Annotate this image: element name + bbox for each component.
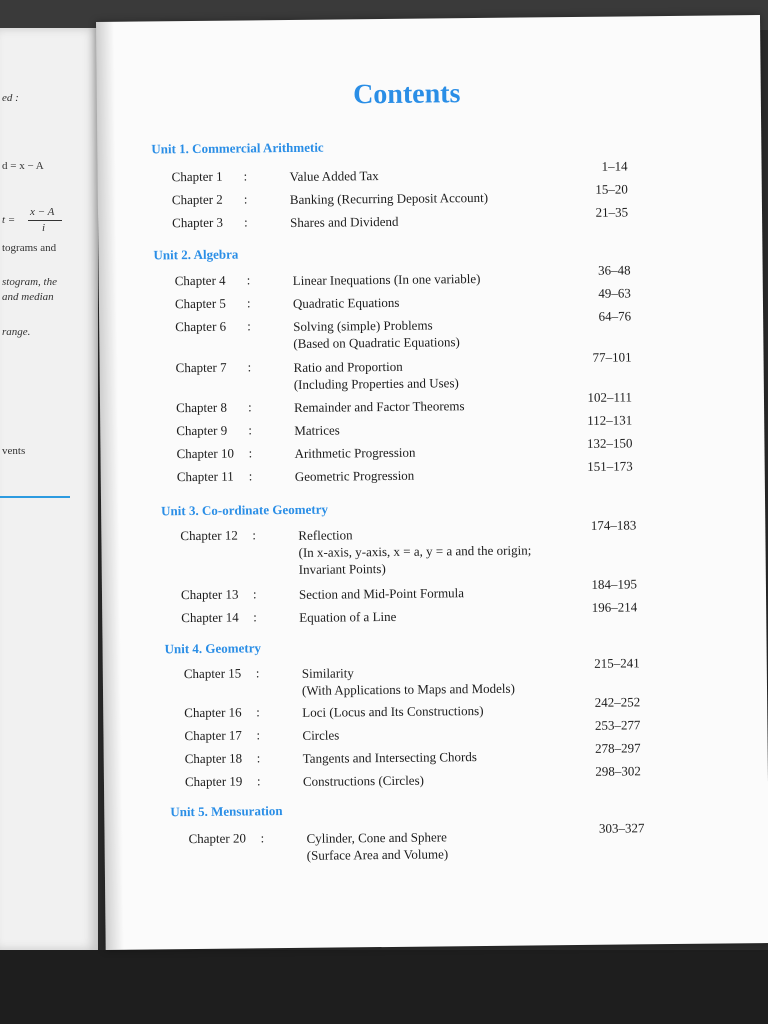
page-range: 15–20 xyxy=(595,181,628,197)
chapter-title xyxy=(299,608,396,626)
chapter-number: Chapter 8 xyxy=(175,399,228,416)
chapter-title-line: (In x-axis, y-axis, x = a, y = a and the origin; xyxy=(298,542,532,560)
chapter-title-line: Similarity xyxy=(301,665,354,681)
chapter-number: Chapter 6 xyxy=(175,318,227,335)
chapter-title-line: Remainder and Factor Theorems xyxy=(293,398,465,415)
chapter-title-line: Shares and Dividend xyxy=(290,213,399,230)
page-range: 196–214 xyxy=(591,599,638,615)
chapter-number: Chapter 14 xyxy=(181,609,239,626)
chapter-title xyxy=(290,213,398,231)
chapter-title-line: Circles xyxy=(302,727,340,743)
chapter-title-line: (Based on Quadratic Equations) xyxy=(293,334,460,351)
chapter-title-line: Section and Mid-Point Formula xyxy=(298,585,465,602)
toc-entry xyxy=(98,158,698,185)
chapter-number: Chapter 20 xyxy=(188,830,247,847)
page-range: 132–150 xyxy=(586,435,633,451)
chapter-title-line: Solving (simple) Problems xyxy=(293,317,433,334)
chapter-title-line: Loci (Locus and Its Constructions) xyxy=(302,702,484,720)
chapter-separator: : xyxy=(247,318,251,334)
chapter-number: Chapter 2 xyxy=(171,191,223,208)
left-page-fragment: stogram, the xyxy=(2,276,57,288)
chapter-title xyxy=(293,316,460,352)
chapter-separator: : xyxy=(246,272,251,288)
toc-entry xyxy=(102,435,702,462)
chapter-title xyxy=(302,726,339,743)
page-range: 215–241 xyxy=(594,655,640,671)
chapter-number: Chapter 12 xyxy=(180,527,238,544)
chapter-separator: : xyxy=(248,468,253,484)
fraction-bar xyxy=(28,220,62,221)
left-page-fragment: and median xyxy=(2,291,54,303)
chapter-title xyxy=(303,772,424,790)
toc-entry xyxy=(107,599,707,626)
chapter-title-line: (Surface Area and Volume) xyxy=(306,846,449,863)
toc-entry xyxy=(103,458,703,485)
chapter-separator: : xyxy=(246,295,251,311)
unit-heading: Unit 2. Algebra xyxy=(153,246,239,263)
chapter-separator: : xyxy=(247,359,252,375)
contents-page xyxy=(96,15,768,950)
chapter-number: Chapter 5 xyxy=(174,295,226,312)
chapter-title xyxy=(294,421,340,438)
chapter-separator: : xyxy=(243,168,248,184)
chapter-title xyxy=(294,397,465,416)
chapter-number: Chapter 10 xyxy=(176,445,235,462)
toc-entry xyxy=(114,820,714,863)
toc-entry xyxy=(102,389,702,416)
left-page-fragment: range. xyxy=(2,326,31,338)
chapter-number: Chapter 7 xyxy=(175,359,227,376)
chapter-title xyxy=(306,828,448,863)
chapter-separator: : xyxy=(248,445,253,461)
page-range: 112–131 xyxy=(587,412,633,428)
chapter-title xyxy=(293,294,400,312)
unit-heading: Unit 1. Commercial Arithmetic xyxy=(151,139,324,157)
toc-entry xyxy=(101,285,701,312)
chapter-number: Chapter 19 xyxy=(184,773,243,790)
page-gutter-shadow xyxy=(96,22,124,950)
chapter-title-line: Linear Inequations (In one variable) xyxy=(292,270,481,288)
chapter-title-line: (Including Properties and Uses) xyxy=(293,375,459,392)
chapter-separator: : xyxy=(243,191,248,207)
page-range: 1–14 xyxy=(601,158,628,174)
chapter-title-line: Quadratic Equations xyxy=(292,294,400,311)
chapter-title xyxy=(299,584,464,603)
chapter-title-line: Reflection xyxy=(298,527,353,543)
chapter-number: Chapter 4 xyxy=(174,272,226,289)
toc-entry xyxy=(101,308,701,351)
left-facing-page xyxy=(0,28,98,950)
toc-entry xyxy=(101,262,701,289)
chapter-title-line: Constructions (Circles) xyxy=(302,772,425,789)
chapter-number: Chapter 9 xyxy=(176,422,228,439)
chapter-number: Chapter 15 xyxy=(183,665,242,682)
chapter-number: Chapter 11 xyxy=(176,468,234,485)
page-range: 174–183 xyxy=(590,517,637,533)
page-range: 298–302 xyxy=(595,763,641,779)
unit-heading: Unit 4. Geometry xyxy=(164,640,262,657)
chapter-title xyxy=(298,524,531,577)
chapter-title xyxy=(293,270,481,289)
chapter-number: Chapter 16 xyxy=(184,704,242,721)
page-range: 77–101 xyxy=(592,349,632,365)
toc-entry xyxy=(107,576,707,603)
toc-entry xyxy=(110,655,710,698)
chapter-separator: : xyxy=(256,727,261,743)
chapter-separator: : xyxy=(256,773,261,789)
page-range: 253–277 xyxy=(594,717,641,733)
toc-entry xyxy=(111,763,711,790)
left-page-fragment: ed : xyxy=(2,92,19,104)
page-range: 21–35 xyxy=(595,204,629,220)
chapter-title-line: Tangents and Intersecting Chords xyxy=(302,749,477,766)
chapter-separator: : xyxy=(256,750,261,766)
chapter-separator: : xyxy=(247,399,252,415)
left-page-fragment: d = x − A xyxy=(2,160,44,172)
chapter-separator: : xyxy=(248,422,252,438)
chapter-title-line: Equation of a Line xyxy=(299,608,397,625)
chapter-number: Chapter 18 xyxy=(184,750,243,767)
chapter-separator: : xyxy=(253,609,257,625)
chapter-title-line: Arithmetic Progression xyxy=(294,444,416,461)
chapter-number: Chapter 17 xyxy=(184,727,242,744)
toc-entry xyxy=(102,412,702,439)
left-page-fraction-denominator: i xyxy=(42,222,46,234)
chapter-title xyxy=(294,444,415,462)
page-range: 36–48 xyxy=(598,262,631,278)
chapter-title xyxy=(302,702,483,721)
chapter-title xyxy=(303,748,477,767)
chapter-separator: : xyxy=(244,214,248,230)
chapter-number: Chapter 3 xyxy=(172,214,224,231)
unit-heading: Unit 3. Co-ordinate Geometry xyxy=(161,501,329,519)
toc-entry xyxy=(110,717,710,744)
chapter-title xyxy=(294,357,459,393)
toc-entry xyxy=(98,204,698,231)
chapter-title-line: Value Added Tax xyxy=(289,168,379,184)
chapter-separator: : xyxy=(260,830,265,846)
left-page-rule xyxy=(0,496,70,498)
page-range: 278–297 xyxy=(595,740,641,756)
page-range: 102–111 xyxy=(587,389,633,405)
chapter-title-line: Banking (Recurring Deposit Account) xyxy=(289,189,489,207)
page-range: 303–327 xyxy=(598,820,645,836)
chapter-title xyxy=(295,467,415,485)
chapter-number: Chapter 1 xyxy=(171,168,223,185)
background-bottom xyxy=(0,950,768,1024)
page-range: 64–76 xyxy=(598,308,632,324)
toc-entry xyxy=(102,349,702,392)
page-range: 184–195 xyxy=(591,576,637,592)
chapter-title-line: Matrices xyxy=(294,422,340,438)
toc-entry xyxy=(111,740,711,767)
chapter-title xyxy=(302,663,515,699)
left-page-fraction-numerator: x − A xyxy=(30,206,55,218)
chapter-separator: : xyxy=(256,704,260,720)
chapter-separator: : xyxy=(252,527,257,543)
chapter-number: Chapter 13 xyxy=(180,586,239,603)
left-page-fragment: vents xyxy=(2,445,26,457)
toc-entry xyxy=(106,517,706,577)
chapter-title xyxy=(290,189,488,208)
chapter-title-line: Ratio and Proportion xyxy=(293,358,403,375)
chapter-separator: : xyxy=(255,665,260,681)
left-page-fragment: t = xyxy=(2,214,16,226)
chapter-title xyxy=(290,167,379,185)
toc-entry xyxy=(98,181,698,208)
chapter-title-line: Geometric Progression xyxy=(294,467,415,484)
page-range: 242–252 xyxy=(594,694,641,710)
unit-heading: Unit 5. Mensuration xyxy=(170,803,283,820)
chapter-title-line: (With Applications to Maps and Models) xyxy=(301,680,515,698)
toc-entry xyxy=(110,694,710,721)
chapter-separator: : xyxy=(252,586,257,602)
left-page-fragment: tograms and xyxy=(2,242,57,254)
contents-title: Contents xyxy=(352,78,461,111)
chapter-title-line: Cylinder, Cone and Sphere xyxy=(306,829,447,846)
page-range: 151–173 xyxy=(587,458,633,474)
page-range: 49–63 xyxy=(598,285,631,301)
chapter-title-line: Invariant Points) xyxy=(298,560,386,577)
